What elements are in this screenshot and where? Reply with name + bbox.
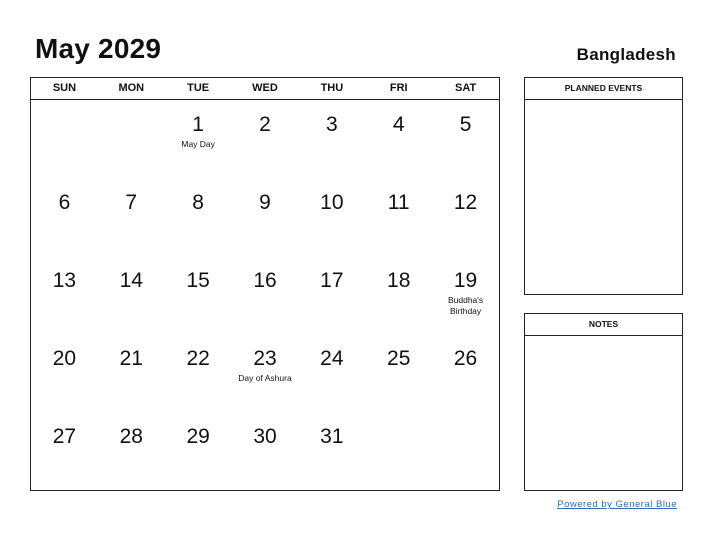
calendar-grid <box>30 77 500 491</box>
day-number: 30 <box>253 425 277 448</box>
day-cell <box>365 412 432 490</box>
day-number: 4 <box>392 113 405 136</box>
day-cell <box>31 256 98 334</box>
day-number: 10 <box>320 191 344 214</box>
day-cell <box>98 256 165 334</box>
day-number: 8 <box>192 191 204 214</box>
day-number: 15 <box>186 269 210 292</box>
planned-events-heading: PLANNED EVENTS <box>525 78 682 100</box>
day-number: 16 <box>253 269 277 292</box>
day-number: 6 <box>58 191 71 214</box>
day-number: 19 <box>453 269 478 292</box>
day-cell <box>232 412 299 490</box>
weekday-header-row <box>31 78 499 100</box>
holiday-label: Day of Ashura <box>238 373 292 383</box>
day-cell <box>31 178 98 256</box>
day-cell <box>98 178 165 256</box>
day-cell <box>98 334 165 412</box>
day-cell <box>365 256 432 334</box>
day-cell <box>432 412 499 490</box>
day-cell <box>365 100 432 178</box>
country-name: Bangladesh <box>576 45 676 64</box>
day-cell <box>165 334 232 412</box>
day-cell <box>165 100 232 178</box>
day-cell <box>98 100 165 178</box>
day-cell <box>31 334 98 412</box>
day-number: 25 <box>387 347 411 370</box>
day-number: 20 <box>52 347 77 370</box>
day-cell <box>298 334 365 412</box>
day-cell <box>232 178 299 256</box>
day-number: 3 <box>326 113 338 136</box>
day-cell <box>432 256 499 334</box>
day-number: 21 <box>119 347 143 370</box>
day-number: 28 <box>119 425 143 448</box>
day-number: 5 <box>459 113 472 136</box>
day-number: 29 <box>186 425 210 448</box>
day-cell <box>298 100 365 178</box>
day-number: 9 <box>259 191 271 214</box>
day-number: 12 <box>453 191 478 214</box>
day-cell <box>432 334 499 412</box>
notes-panel <box>524 313 683 491</box>
day-cell <box>31 412 98 490</box>
notes-heading: NOTES <box>525 314 682 336</box>
planned-events-panel <box>524 77 683 295</box>
day-cell <box>98 412 165 490</box>
weekday-tue: TUE <box>187 82 210 94</box>
day-cell <box>298 178 365 256</box>
days-grid <box>31 100 499 490</box>
day-cell <box>298 256 365 334</box>
day-cell <box>432 100 499 178</box>
day-number: 2 <box>259 113 271 136</box>
day-cell <box>232 256 299 334</box>
day-cell <box>365 334 432 412</box>
day-cell <box>232 334 299 412</box>
day-number: 14 <box>119 269 143 292</box>
day-number: 27 <box>52 425 77 448</box>
day-number: 18 <box>387 269 411 292</box>
day-number: 22 <box>186 347 210 370</box>
weekday-sat: SAT <box>454 82 477 94</box>
weekday-wed: WED <box>252 82 278 94</box>
weekday-thu: THU <box>320 82 344 94</box>
day-cell <box>432 178 499 256</box>
weekday-mon: MON <box>118 82 145 94</box>
weekday-sun: SUN <box>52 82 77 94</box>
day-cell <box>165 412 232 490</box>
day-number: 11 <box>387 191 410 214</box>
powered-by-link[interactable]: Powered by General Blue <box>557 499 677 510</box>
day-cell <box>165 178 232 256</box>
day-number: 7 <box>125 191 138 214</box>
day-cell <box>165 256 232 334</box>
holiday-label: May Day <box>181 139 215 149</box>
day-number: 24 <box>320 347 344 370</box>
day-number: 31 <box>320 425 344 448</box>
weekday-fri: FRI <box>389 82 408 94</box>
day-cell <box>31 100 98 178</box>
day-number: 1 <box>192 113 204 136</box>
day-number: 13 <box>52 269 77 292</box>
day-number: 17 <box>320 269 344 292</box>
day-number: 26 <box>453 347 478 370</box>
day-number: 23 <box>253 347 277 370</box>
day-cell <box>232 100 299 178</box>
month-title: May 2029 <box>35 33 162 64</box>
holiday-label: Buddha's Birthday <box>447 295 484 316</box>
day-cell <box>365 178 432 256</box>
day-cell <box>298 412 365 490</box>
